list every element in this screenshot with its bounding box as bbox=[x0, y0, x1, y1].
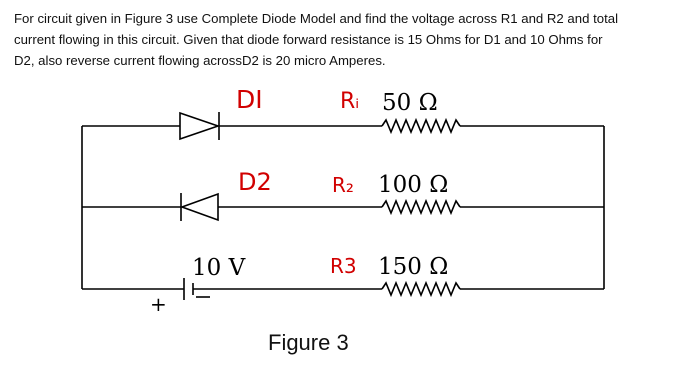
figure-caption: Figure 3 bbox=[268, 330, 349, 355]
d1-handwritten-label: DI bbox=[236, 85, 263, 114]
diode-d1-symbol bbox=[180, 113, 218, 139]
r1-handwritten-label: Rᵢ bbox=[340, 89, 360, 114]
r3-handwritten-label: R3 bbox=[330, 254, 357, 278]
question-line-2: current flowing in this circuit. Given that diode forward resistance is 15 Ohms for D1 and 10 Ohms for bbox=[14, 32, 603, 47]
resistor-r1-symbol bbox=[382, 120, 460, 132]
question-line-1: For circuit given in Figure 3 use Complete Diode Model and find the voltage across R1 and R2 and total bbox=[14, 11, 619, 26]
resistor-r2-symbol bbox=[382, 201, 460, 213]
r2-handwritten-label: R₂ bbox=[332, 173, 354, 197]
resistor-r3-symbol bbox=[382, 283, 460, 295]
source-voltage-label: 10 V bbox=[192, 255, 246, 281]
question-line-3: D2, also reverse current flowing acrossD2 is 20 micro Amperes. bbox=[14, 53, 386, 68]
d2-handwritten-label: D2 bbox=[238, 168, 272, 196]
r2-value-label: 100 Ω bbox=[378, 172, 449, 198]
diode-d2-symbol bbox=[182, 194, 218, 220]
battery-plus-sign: + bbox=[150, 292, 167, 316]
r3-value-label: 150 Ω bbox=[378, 254, 449, 280]
r1-value-label: 50 Ω bbox=[382, 90, 438, 116]
